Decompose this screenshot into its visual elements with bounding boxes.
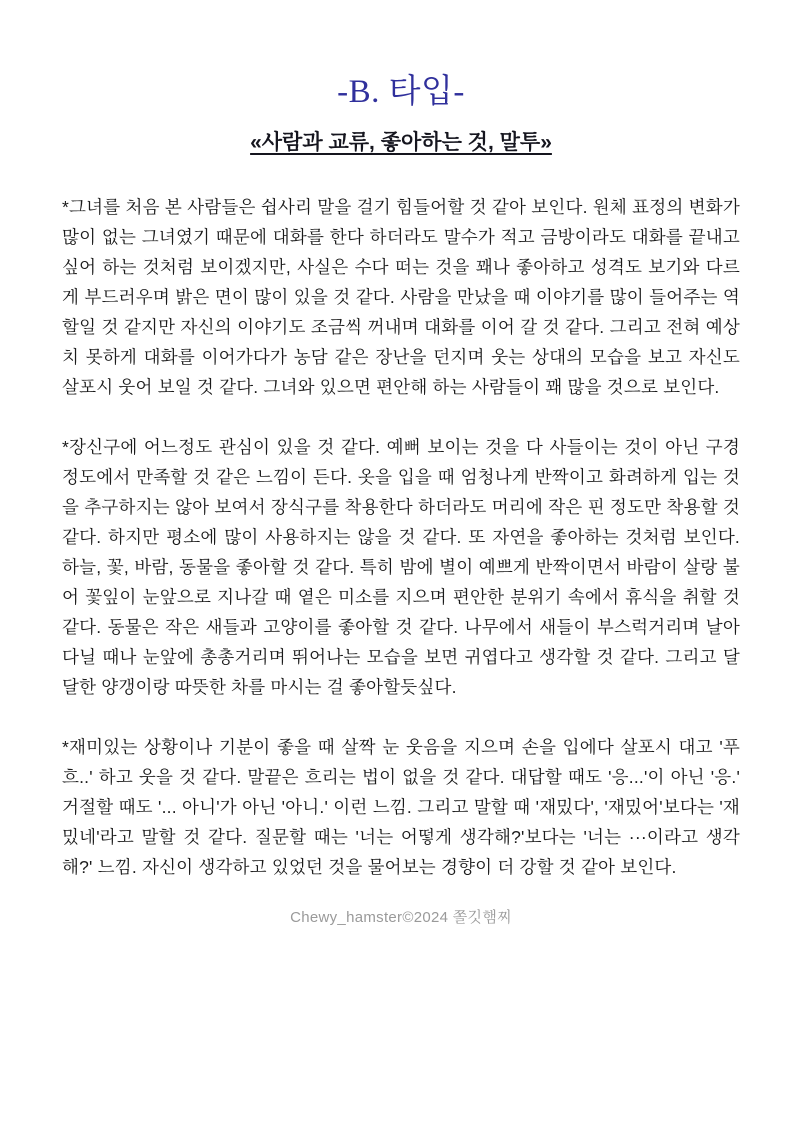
paragraph-speech-style: *재미있는 상황이나 기분이 좋을 때 살짝 눈 웃음을 지으며 손을 입에다 살포시 대고 '푸흐..' 하고 웃을 것 같다. 말끝은 흐리는 법이 없을 것 같다. 대답할 때도 '응...'이 아닌 '응.' 거절할 때도 '... 아니'가 아닌 '아니.' 이런 느낌. 그리고 말할 때 '재밌다', '재밌어'보다는 '재밌네'라고 말할 것 같다. 질문할 때는 '너는 어떻게 생각해?'보다는 '너는 ···이라고 생각해?' 느낌. 자신이 생각하고 있었던 것을 물어보는 경향이 더 강할 것 같아 보인다. (62, 737, 740, 877)
paragraph-personality: *그녀를 처음 본 사람들은 쉽사리 말을 걸기 힘들어할 것 같아 보인다. 원체 표정의 변화가 많이 없는 그녀였기 때문에 대화를 한다 하더라도 말수가 적고 금방이라도 대화를 끝내고 싶어 하는 것처럼 보이겠지만, 사실은 수다 떠는 것을 꽤나 좋아하고 성격도 보기와 다르게 부드러우며 밝은 면이 많이 있을 것 같다. 사람을 만났을 때 이야기를 많이 들어주는 역할일 것 같지만 자신의 이야기도 조금씩 꺼내며 대화를 이어 갈 것 같다. 그리고 전혀 예상치 못하게 대화를 이어가다가 농담 같은 장난을 던지며 웃는 상대의 모습을 보고 자신도 살포시 웃어 보일 것 같다. 그녀와 있으면 편안해 하는 사람들이 꽤 많을 것으로 보인다. (62, 197, 740, 397)
page-title: -B. 타입- (337, 74, 465, 110)
footer-credit: Chewy_hamster©2024 쫄깃햄찌 (290, 909, 512, 926)
paragraph-likes: *장신구에 어느정도 관심이 있을 것 같다. 예뻐 보이는 것을 다 사들이는 것이 아닌 구경 정도에서 만족할 것 같은 느낌이 든다. 옷을 입을 때 엄청나게 반짝이고 화려하게 입는 것을 추구하지는 않아 보여서 장식구를 착용한다 하더라도 머리에 작은 핀 정도만 착용할 것 같다. 하지만 평소에 많이 사용하지는 않을 것 같다. 또 자연을 좋아하는 것처럼 보인다. 하늘, 꽃, 바람, 동물을 좋아할 것 같다. 특히 밤에 별이 예쁘게 반짝이면서 바람이 살랑 불어 꽃잎이 눈앞으로 지나갈 때 옅은 미소를 지으며 편안한 분위기 속에서 휴식을 취할 것 같다. 동물은 작은 새들과 고양이를 좋아할 것 같다. 나무에서 새들이 부스럭거리며 날아다닐 때나 눈앞에 총총거리며 뛰어나는 모습을 보면 귀엽다고 생각할 것 같다. 그리고 달달한 양갱이랑 따뜻한 차를 마시는 걸 좋아할듯싶다. (62, 437, 740, 697)
page-subtitle-text: «사람과 교류, 좋아하는 것, 말투» (250, 131, 552, 154)
page-subtitle (62, 130, 740, 156)
